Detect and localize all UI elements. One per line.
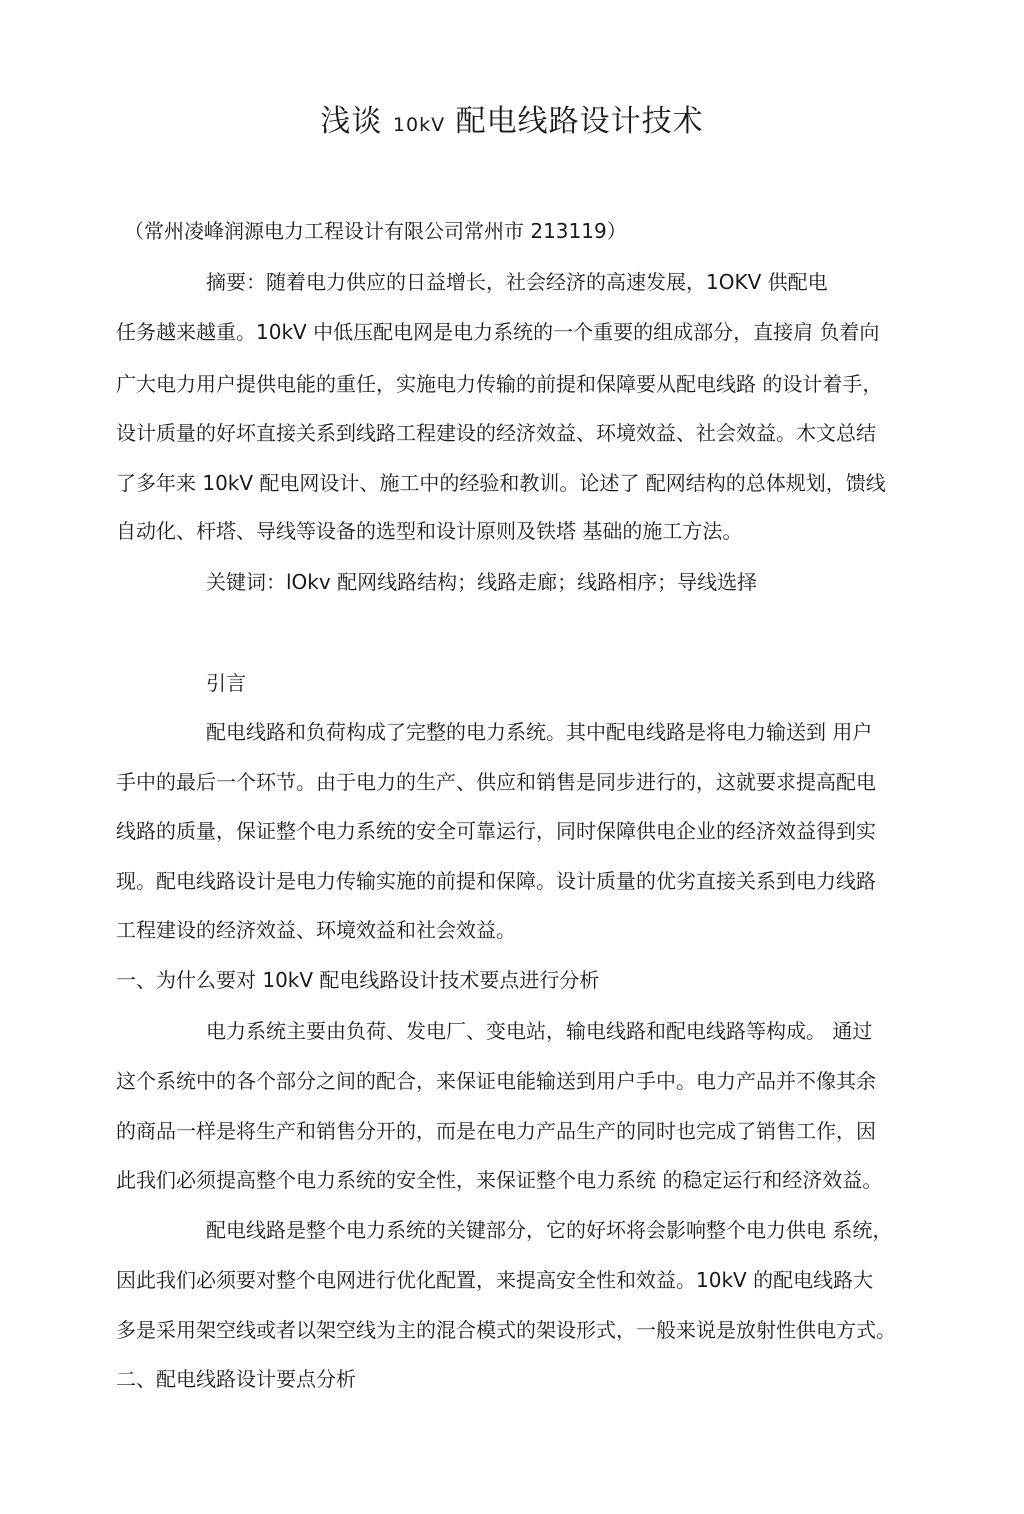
intro-heading: 引言 [206, 671, 246, 695]
abstract-line: 了多年来 10kV 配电网设计、施工中的经验和教训。论述了 配网结构的总体规划，馈线 [116, 471, 886, 495]
intro-line: 配电线路和负荷构成了完整的电力系统。其中配电线路是将电力输送到 用户 [206, 720, 873, 744]
intro-line: 手中的最后一个环节。由于电力的生产、供应和销售是同步进行的，这就要求提高配电 [116, 770, 876, 794]
intro-line: 现。配电线路设计是电力传输实施的前提和保障。设计质量的优劣直接关系到电力线路 [116, 869, 876, 893]
section-1-paragraph-1-line: 此我们必须提高整个电力系统的安全性，来保证整个电力系统 的稳定运行和经济效益。 [116, 1168, 883, 1192]
section-1-paragraph-1-line: 这个系统中的各个部分之间的配合，来保证电能输送到用户手中。电力产品并不像其余 [116, 1069, 876, 1093]
section-2-heading: 二、配电线路设计要点分析 [116, 1367, 356, 1391]
title-part-1: 浅谈 [320, 104, 393, 139]
title-part-2: 10kV [392, 114, 446, 136]
section-1-heading: 一、为什么要对 10kV 配电线路设计技术要点进行分析 [116, 968, 600, 992]
section-1-paragraph-2-line: 多是采用架空线或者以架空线为主的混合模式的架设形式，一般来说是放射性供电方式。 [116, 1318, 896, 1342]
document-title [0, 96, 1024, 140]
section-1-paragraph-2-line: 因此我们必须要对整个电网进行优化配置，来提高安全性和效益。10kV 的配电线路大 [116, 1268, 874, 1292]
abstract-line: 自动化、杆塔、导线等设备的选型和设计原则及铁塔 基础的施工方法。 [116, 519, 743, 543]
intro-line: 线路的质量，保证整个电力系统的安全可靠运行，同时保障供电企业的经济效益得到实 [116, 819, 876, 843]
abstract-line: 广大电力用户提供电能的重任，实施电力传输的前提和保障要从配电线路 的设计着手， [116, 372, 883, 396]
title-part-3: 配电线路设计技术 [445, 104, 704, 139]
section-1-paragraph-1-line: 电力系统主要由负荷、发电厂、变电站，输电线路和配电线路等构成。 通过 [206, 1019, 873, 1043]
section-1-paragraph-2-line: 配电线路是整个电力系统的关键部分，它的好坏将会影响整个电力供电 系统， [206, 1218, 893, 1242]
section-1-paragraph-1-line: 的商品一样是将生产和销售分开的，而是在电力产品生产的同时也完成了销售工作，因 [116, 1119, 876, 1143]
intro-line: 工程建设的经济效益、环境效益和社会效益。 [116, 918, 516, 942]
abstract-line: 任务越来越重。10kV 中低压配电网是电力系统的一个重要的组成部分，直接肩 负着向 [116, 320, 880, 344]
affiliation: （常州凌峰润源电力工程设计有限公司常州市 213119） [124, 219, 627, 243]
keywords: 关键词：lOkv 配网线路结构；线路走廊；线路相序；导线选择 [206, 570, 758, 594]
abstract-line: 摘要：随着电力供应的日益增长，社会经济的高速发展，1OKV 供配电 [206, 270, 828, 294]
abstract-line: 设计质量的好坏直接关系到线路工程建设的经济效益、环境效益、社会效益。木文总结 [116, 421, 876, 445]
